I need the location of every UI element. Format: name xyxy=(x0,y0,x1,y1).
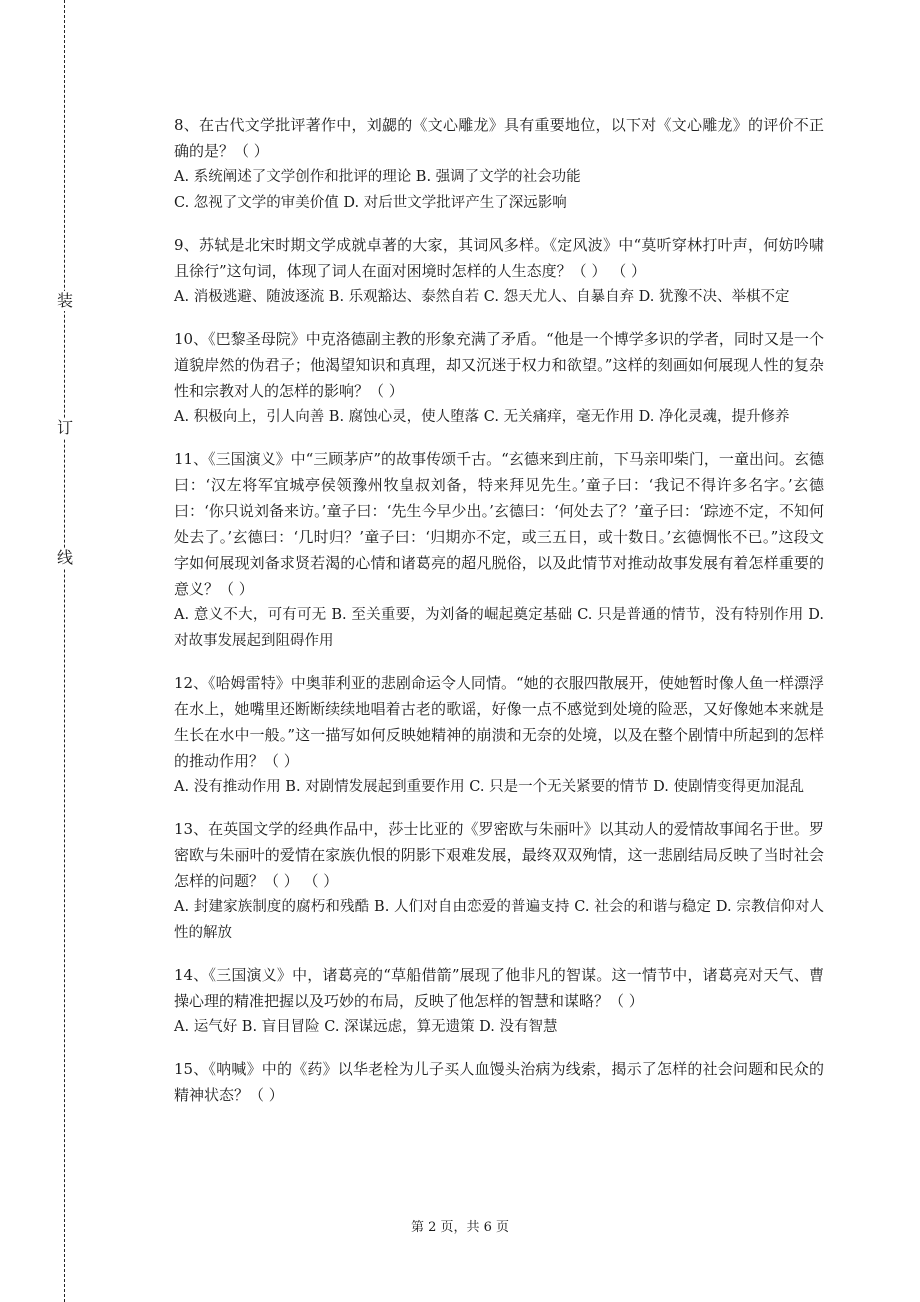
question-stem: 14、《三国演义》中，诸葛亮的“草船借箭”展现了他非凡的智谋。这一情节中，诸葛亮对天气、曹操心理的精准把握以及巧妙的布局，反映了他怎样的智慧和谋略？（ ） xyxy=(174,966,824,1010)
question-8 xyxy=(174,112,824,216)
question-options: A. 积极向上，引人向善 B. 腐蚀心灵，使人堕落 C. 无关痛痒，毫无作用 D. 净化灵魂，提升修养 xyxy=(174,409,790,425)
question-11 xyxy=(174,446,824,654)
question-options: A. 封建家族制度的腐朽和残酷 B. 人们对自由恋爱的普遍支持 C. 社会的和谐与稳定 D. 宗教信仰对人性的解放 xyxy=(174,899,824,941)
question-list xyxy=(174,112,824,1124)
question-stem: 10、《巴黎圣母院》中克洛德副主教的形象充满了矛盾。“他是一个博学多识的学者，同时又是一个道貌岸然的伪君子；他渴望知识和真理，却又沉迷于权力和欲望。”这样的刻画如何展现人性的复杂性和宗教对人的怎样的影响？（ ） xyxy=(174,330,824,400)
binding-char-ding: 订 xyxy=(56,418,73,437)
question-15 xyxy=(174,1056,824,1108)
question-stem: 8、在古代文学批评著作中，刘勰的《文心雕龙》具有重要地位，以下对《文心雕龙》的评价不正确的是？（ ） xyxy=(174,116,824,160)
binding-char-zhuang: 装 xyxy=(56,291,73,310)
question-9 xyxy=(174,232,824,310)
question-stem: 9、苏轼是北宋时期文学成就卓著的大家，其词风多样。《定风波》中“莫听穿林打叶声，何妨吟啸且徐行”这句词，体现了词人在面对困境时怎样的人生态度？（ ） （ ） xyxy=(174,236,824,280)
binding-char-xian: 线 xyxy=(56,548,73,567)
page-footer: 第 2 页，共 6 页 xyxy=(410,1220,510,1235)
question-options: A. 消极逃避、随波逐流 B. 乐观豁达、泰然自若 C. 怨天尤人、自暴自弃 D. 犹豫不决、举棋不定 xyxy=(174,289,790,305)
question-options: A. 系统阐述了文学创作和批评的理论 B. 强调了文学的社会功能 C. 忽视了文学的审美价值 D. 对后世文学批评产生了深远影响 xyxy=(174,169,581,211)
question-stem: 12、《哈姆雷特》中奥菲利亚的悲剧命运令人同情。“她的衣服四散展开，使她暂时像人鱼一样漂浮在水上，她嘴里还断断续续地唱着古老的歌谣，好像一点不感觉到处境的险恶，又好像她本来就是生长在水中一般。”这一描写如何反映她精神的崩溃和无奈的处境，以及在整个剧情中所起到的怎样的推动作用？（ ） xyxy=(174,674,824,770)
question-options: A. 运气好 B. 盲目冒险 C. 深谋远虑，算无遗策 D. 没有智慧 xyxy=(174,1019,558,1035)
question-stem: 11、《三国演义》中“三顾茅庐”的故事传颂千古。“玄德来到庄前，下马亲叩柴门，一童出问。玄德曰：‘汉左将军宜城亭侯领豫州牧皇叔刘备，特来拜见先生。’童子曰：‘我记不得许多名字。’玄德曰：‘你只说刘备来访。’童子曰：‘先生今早少出。’玄德曰：‘何处去了？’童子曰：‘踪迹不定，不知何处去了。’玄德曰：‘几时归？’童子曰：‘归期亦不定，或三五日，或十数日。’玄德惆怅不已。”这段文字如何展现刘备求贤若渴的心情和诸葛亮的超凡脱俗，以及此情节对推动故事发展有着怎样重要的意义？（ ） xyxy=(174,450,824,598)
question-options: A. 意义不大，可有可无 B. 至关重要，为刘备的崛起奠定基础 C. 只是普通的情节，没有特别作用 D. 对故事发展起到阻碍作用 xyxy=(174,607,824,649)
question-options: A. 没有推动作用 B. 对剧情发展起到重要作用 C. 只是一个无关紧要的情节 D. 使剧情变得更加混乱 xyxy=(174,779,805,795)
question-stem: 13、在英国文学的经典作品中，莎士比亚的《罗密欧与朱丽叶》以其动人的爱情故事闻名于世。罗密欧与朱丽叶的爱情在家族仇恨的阴影下艰难发展，最终双双殉情，这一悲剧结局反映了当时社会怎样的问题？（ ） （ ） xyxy=(174,820,824,890)
question-10 xyxy=(174,326,824,430)
question-13 xyxy=(174,816,824,946)
question-14 xyxy=(174,962,824,1040)
question-stem: 15、《呐喊》中的《药》以华老栓为儿子买人血馒头治病为线索，揭示了怎样的社会问题和民众的精神状态？（ ） xyxy=(174,1060,824,1104)
question-12 xyxy=(174,670,824,800)
binding-dashed-line xyxy=(64,0,65,1302)
